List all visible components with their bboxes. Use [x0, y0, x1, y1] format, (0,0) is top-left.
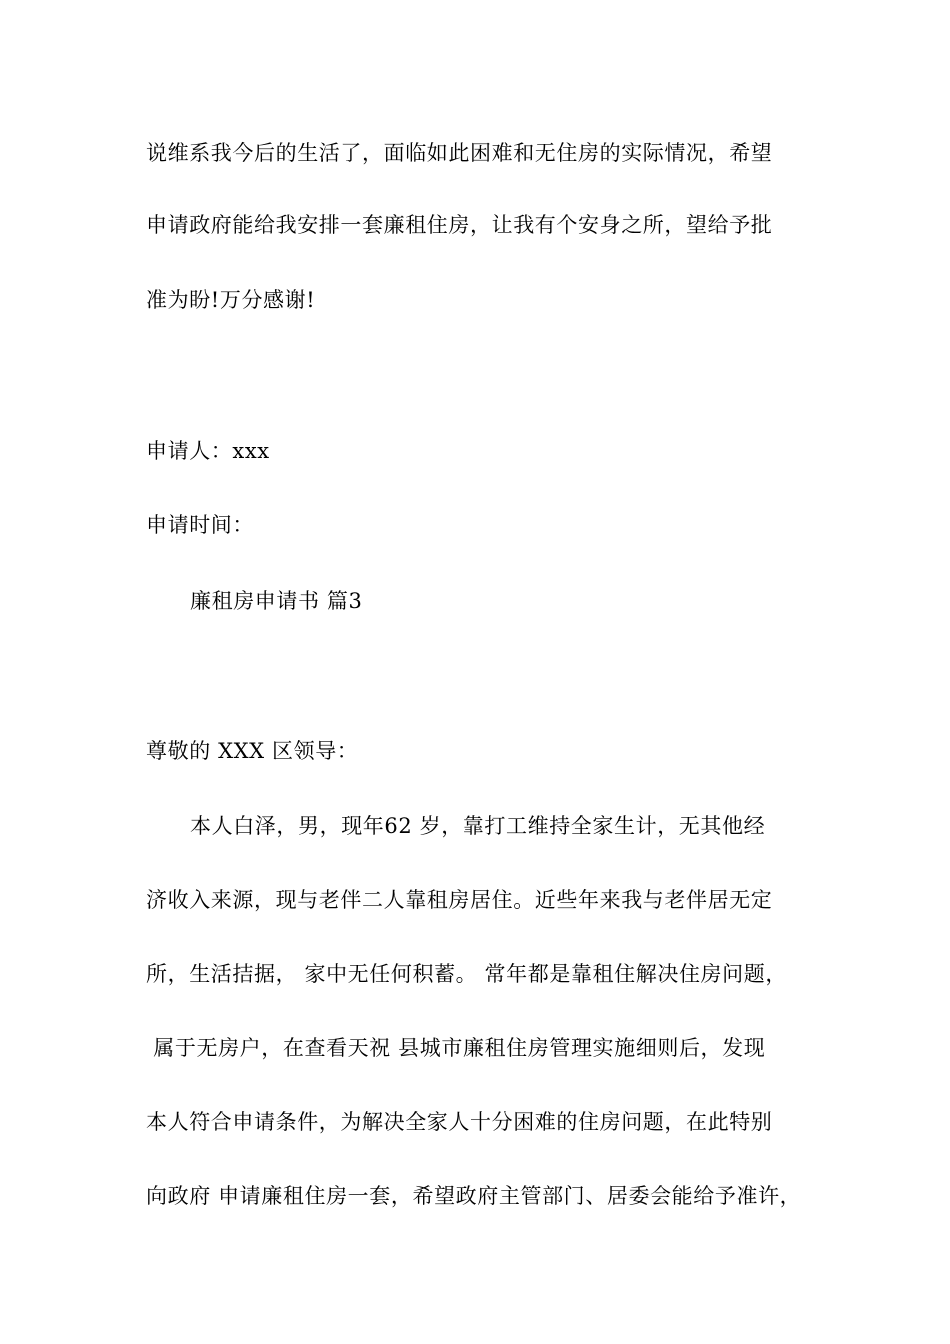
text-line: 准为盼!万分感谢! [146, 288, 316, 312]
application-date-line: 申请时间： [146, 513, 254, 537]
body-line: 济收入来源，现与老伴二人靠租房居住。近些年来我与老伴居无定 [146, 888, 773, 912]
body-line: 本人符合申请条件，为解决全家人十分困难的住房问题，在此特别 [146, 1110, 773, 1134]
text-line: 申请政府能给我安排一套廉租住房，让我有个安身之所，望给予批 [146, 213, 773, 237]
applicant-line: 申请人：xxx [146, 439, 270, 463]
body-line: 属于无房户，在查看天祝 县城市廉租住房管理实施细则后，发现 [146, 1036, 766, 1060]
text-line: 说维系我今后的生活了，面临如此困难和无住房的实际情况，希望 [146, 141, 773, 165]
salutation: 尊敬的 XXX 区领导： [146, 739, 359, 763]
body-line: 向政府 申请廉租住房一套，希望政府主管部门、居委会能给予准许， [146, 1184, 802, 1208]
body-line: 本人白泽，男，现年62 岁，靠打工维持全家生计，无其他经 [190, 814, 766, 838]
body-line: 所，生活拮据， 家中无任何积蓄。 常年都是靠租住解决住房问题， [146, 962, 787, 986]
section-title: 廉租房申请书 篇3 [190, 589, 363, 613]
